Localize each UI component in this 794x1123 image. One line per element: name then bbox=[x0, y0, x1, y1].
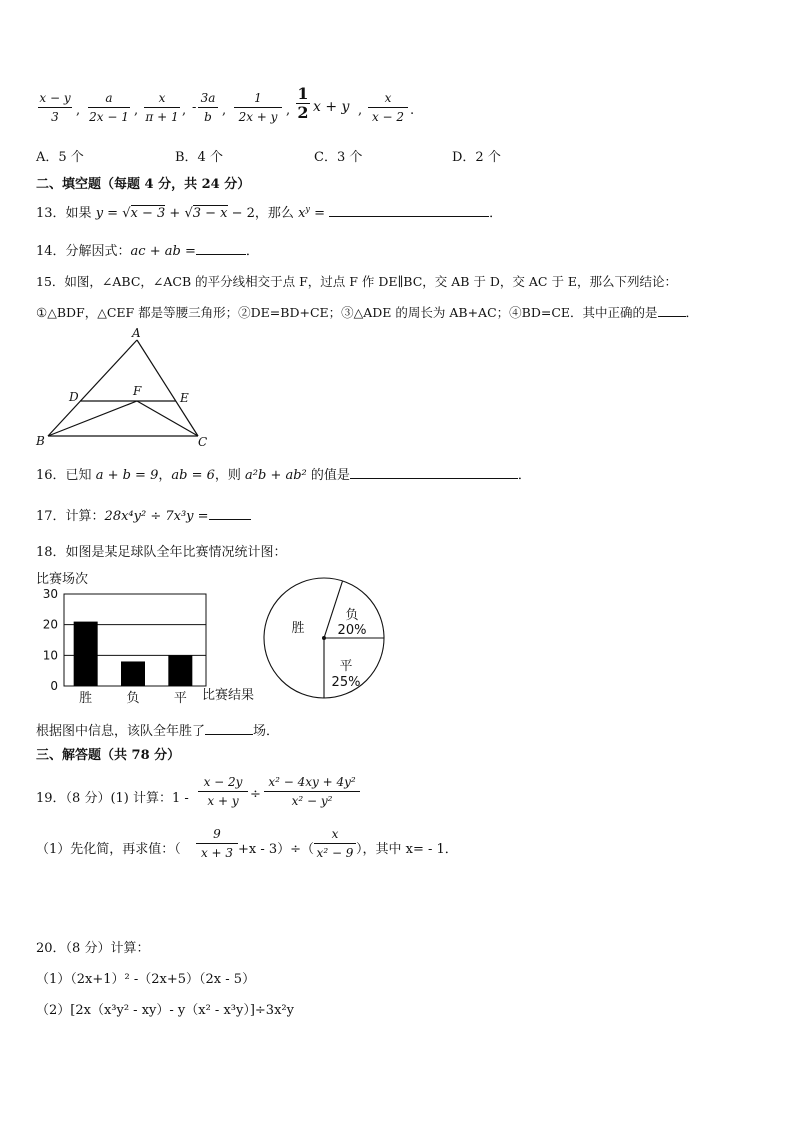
q16-prefix: 16．已知 bbox=[36, 468, 96, 483]
fraction-2 bbox=[88, 90, 130, 125]
fraction-bar bbox=[314, 843, 356, 844]
fraction-denominator: 3 bbox=[51, 110, 59, 124]
fraction-denominator: x − 2 bbox=[371, 110, 405, 124]
q19-p2-prefix: （1）先化简，再求值：（ bbox=[36, 842, 181, 857]
pie-chart bbox=[260, 572, 392, 704]
q18-after-text: 根据图中信息，该队全年胜了 bbox=[36, 724, 206, 739]
x-tick-label: 负 bbox=[126, 691, 140, 706]
q16-end: ． bbox=[517, 468, 531, 483]
fraction-denominator: π + 1 bbox=[145, 110, 179, 124]
q14-eq: = bbox=[180, 244, 196, 259]
minus-sign: - bbox=[192, 100, 197, 115]
bar bbox=[74, 622, 98, 686]
label-e: E bbox=[180, 391, 189, 405]
q14-expr: ac + ab bbox=[130, 244, 181, 259]
q13-tail: − 2，那么 bbox=[227, 206, 299, 221]
fraction-denominator: 2x + y bbox=[238, 110, 278, 124]
q19-p2-end: ），其中 x= - 1． bbox=[356, 842, 458, 857]
section-2-title: 二、填空题（每题 4 分，共 24 分） bbox=[36, 177, 251, 192]
period: . bbox=[410, 103, 415, 118]
y-tick-label: 20 bbox=[42, 617, 58, 632]
q19-fraction-1 bbox=[198, 774, 248, 809]
y-tick-label: 30 bbox=[42, 587, 58, 601]
fraction-denominator: x² − y² bbox=[291, 794, 333, 808]
fraction-numerator: a bbox=[105, 91, 113, 105]
fraction-6 bbox=[296, 86, 310, 121]
q20-title: 20．（8 分）计算： bbox=[36, 941, 150, 956]
fraction-denominator: x + 3 bbox=[200, 846, 234, 860]
fraction-bar bbox=[198, 791, 248, 792]
fraction-bar bbox=[234, 107, 282, 108]
question-14 bbox=[36, 240, 259, 259]
separator: , bbox=[76, 103, 81, 118]
option-b: B．4 个 bbox=[175, 150, 223, 165]
fraction-numerator: x bbox=[158, 91, 166, 105]
answer-blank[interactable] bbox=[350, 478, 518, 479]
fraction-denominator: b bbox=[204, 110, 212, 124]
side-ac bbox=[137, 340, 198, 436]
q13-plus: + bbox=[165, 206, 185, 221]
label-c: C bbox=[198, 435, 208, 449]
q15-line2: ①△BDF，△CEF 都是等腰三角形；②DE=BD+CE；③△ADE 的周长为 AB+AC；④BD=CE．其中正确的是 bbox=[36, 305, 658, 320]
fraction-numerator: 3a bbox=[200, 91, 216, 105]
q19-div: ÷ bbox=[250, 787, 261, 802]
fraction-numerator: x − y bbox=[39, 91, 71, 105]
separator: , bbox=[182, 103, 187, 118]
fraction-denominator: 2x − 1 bbox=[89, 110, 129, 124]
fraction-bar bbox=[198, 107, 218, 108]
fraction-numerator: x bbox=[384, 91, 392, 105]
fraction-bar bbox=[264, 791, 360, 792]
q20-line-1: （1）（2x+1）² -（2x+5）（2x - 5） bbox=[36, 972, 256, 987]
fraction-numerator: 9 bbox=[213, 827, 221, 841]
fraction-1 bbox=[38, 90, 72, 125]
option-a: A．5 个 bbox=[36, 150, 84, 165]
fraction-4 bbox=[198, 90, 218, 125]
q18-text: 18．如图是某足球队全年比赛情况统计图： bbox=[36, 545, 287, 560]
q13-expr-a: y = bbox=[95, 206, 123, 221]
fraction-numerator: 1 bbox=[297, 84, 309, 103]
question-17 bbox=[36, 505, 251, 524]
separator: , bbox=[222, 103, 227, 118]
slice-label-draw: 平 bbox=[339, 659, 353, 674]
slice-label-loss: 负 bbox=[345, 608, 359, 623]
fraction-bar bbox=[196, 843, 238, 844]
q15-end: ． bbox=[685, 305, 699, 320]
bar-chart-ylabel: 比赛场次 bbox=[36, 572, 89, 587]
q13-radicand-2: 3 − x bbox=[192, 206, 228, 221]
fraction-5 bbox=[234, 90, 282, 125]
q16-comma: ， bbox=[158, 468, 172, 483]
fraction-numerator: 1 bbox=[254, 91, 262, 105]
label-f: F bbox=[133, 384, 142, 398]
x-tick-label: 平 bbox=[173, 691, 187, 706]
fraction-bar bbox=[38, 107, 72, 108]
q14-end: ． bbox=[245, 244, 259, 259]
label-d: D bbox=[69, 390, 79, 404]
fraction-3 bbox=[144, 90, 180, 125]
answer-blank[interactable] bbox=[205, 734, 253, 735]
q15-line1: 15．如图，∠ABC，∠ACB 的平分线相交于点 F，过点 F 作 DE∥BC，交 AB 于 D，交 AC 于 E，那么下列结论： bbox=[36, 274, 678, 289]
slice-percent-loss: 20% bbox=[337, 623, 367, 638]
q19-prefix: 19．（8 分）(1) 计算：1 - bbox=[36, 791, 189, 806]
q16-e2: ab = 6 bbox=[171, 468, 215, 483]
sqrt-icon: √ bbox=[122, 206, 131, 221]
slice-percent-draw: 25% bbox=[331, 675, 361, 690]
q18-after-end: 场． bbox=[253, 724, 280, 739]
answer-blank[interactable] bbox=[196, 254, 246, 255]
q18-after bbox=[36, 720, 279, 739]
q15-line2-wrap bbox=[36, 303, 698, 321]
segment-bf bbox=[48, 401, 137, 436]
q13-prefix: 13．如果 bbox=[36, 206, 96, 221]
bar bbox=[168, 655, 192, 686]
question-13 bbox=[36, 202, 502, 221]
fraction-bar bbox=[144, 107, 180, 108]
section-3-title: 三、解答题（共 78 分） bbox=[36, 748, 181, 763]
q17-prefix: 17．计算： bbox=[36, 509, 105, 524]
slice-label-win: 胜 bbox=[291, 621, 305, 636]
sqrt-icon: √ bbox=[184, 206, 193, 221]
q19-fraction-3 bbox=[196, 826, 238, 861]
label-a: A bbox=[132, 326, 141, 340]
question-16 bbox=[36, 464, 531, 483]
side-ab bbox=[48, 340, 137, 436]
q13-end: ． bbox=[489, 206, 503, 221]
bar bbox=[121, 661, 145, 686]
y-tick-label: 10 bbox=[42, 648, 58, 663]
q14-text: 14．分解因式： bbox=[36, 244, 131, 259]
separator: , bbox=[358, 103, 363, 118]
x-tick-label: 胜 bbox=[79, 691, 93, 706]
q13-eq: = bbox=[309, 206, 330, 221]
option-d: D．2 个 bbox=[452, 150, 501, 165]
q16-e3: a²b + ab² bbox=[245, 468, 307, 483]
triangle-diagram bbox=[30, 326, 220, 450]
label-b: B bbox=[36, 434, 45, 448]
q19-p2-mid: +x - 3）÷（ bbox=[238, 842, 315, 857]
fraction-numerator: x − 2y bbox=[203, 775, 243, 789]
q16-suffix: 的值是 bbox=[306, 468, 350, 483]
fraction-bar bbox=[88, 107, 130, 108]
bar-chart-xlabel: 比赛结果 bbox=[202, 688, 255, 703]
q19-fraction-4 bbox=[314, 826, 356, 861]
fraction-numerator: x² − 4xy + 4y² bbox=[268, 775, 356, 789]
fraction-denominator: 2 bbox=[297, 103, 309, 122]
fraction-bar bbox=[368, 107, 408, 108]
q16-e1: a + b = 9 bbox=[95, 468, 159, 483]
answer-blank[interactable] bbox=[658, 316, 686, 317]
fraction-numerator: x bbox=[331, 827, 339, 841]
q20-line-2: （2）[2x（x³y² - xy）- y（x² - x³y）]÷3x²y bbox=[36, 1003, 294, 1018]
answer-blank[interactable] bbox=[329, 216, 489, 217]
fraction-7 bbox=[368, 90, 408, 125]
fraction-denominator: x² − 9 bbox=[316, 846, 354, 860]
fraction-denominator: x + y bbox=[207, 794, 239, 808]
q16-mid: ，则 bbox=[214, 468, 246, 483]
q17-expr: 28x⁴y² ÷ 7x³y bbox=[104, 509, 194, 524]
option-c: C．3 个 bbox=[314, 150, 363, 165]
q17-eq: = bbox=[193, 509, 209, 524]
q13-x: x bbox=[298, 206, 306, 221]
q13-y-sup: y bbox=[305, 204, 310, 214]
q19-fraction-2 bbox=[264, 774, 360, 809]
pie-center bbox=[322, 636, 326, 640]
fraction-6-tail: x + y bbox=[313, 99, 350, 115]
q13-radicand-1: x − 3 bbox=[130, 206, 166, 221]
answer-blank[interactable] bbox=[209, 519, 251, 520]
separator: , bbox=[286, 103, 291, 118]
bar-chart bbox=[30, 566, 270, 710]
separator: , bbox=[134, 103, 139, 118]
segment-cf bbox=[137, 401, 198, 436]
y-tick-label: 0 bbox=[50, 679, 58, 693]
